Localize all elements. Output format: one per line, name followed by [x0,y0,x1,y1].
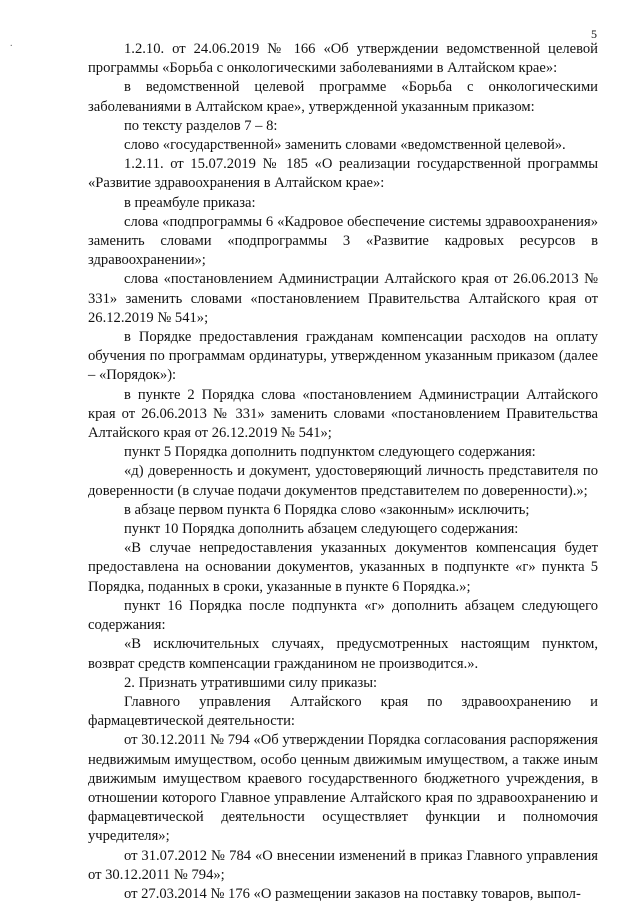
paragraph: Главного управления Алтайского края по здравоохранению и фармацевтической деятельности: [88,693,598,730]
paragraph: в абзаце первом пункта 6 Порядка слово «законным» исключить; [124,501,530,518]
paragraph: от 27.03.2014 № 176 «О размещении заказов на поставку товаров, выпол- [124,885,581,902]
paragraph: по тексту разделов 7 – 8: [124,117,278,134]
paragraph: слова «подпрограммы 6 «Кадровое обеспечение системы здравоохранения» заменить словами «подпрограммы 3 «Развитие кадровых ресурсов в здравоохранении»; [88,213,598,269]
paragraph: «В случае непредоставления указанных документов компенсация будет предоставлена на основании документов, указанных в подпункте «г» пункта 5 Порядка, поданных в сроки, указанные в пункте 6 Порядка.»; [88,540,598,595]
paragraph: 2. Признать утратившими силу приказы: [124,674,378,691]
paragraph: в пункте 2 Порядка слова «постановлением Администрации Алтайского края от 26.06.2013 № 331» заменить словами «постановлением Правительства Алтайского края от 26.12.2019 № 541»; [88,386,598,442]
paragraph: слова «постановлением Администрации Алтайского края от 26.06.2013 № 331» заменить словами «постановлением Правительства Алтайского края от 26.12.2019 № 541»; [88,271,598,326]
paragraph: пункт 5 Порядка дополнить подпунктом следующего содержания: [124,444,536,461]
paragraph: 1.2.11. от 15.07.2019 № 185 «О реализации государственной программы «Развитие здравоохранения в Алтайском крае»: [88,156,598,192]
page-number: 5 [591,27,597,41]
paragraph: от 31.07.2012 № 784 «О внесении изменений в приказ Главного управления от 30.12.2011 № 794»; [88,847,598,883]
paragraph: в ведомственной целевой программе «Борьба с онкологическими заболеваниями в Алтайском крае», утвержденной указанным приказом: [88,79,598,115]
paragraph: пункт 10 Порядка дополнить абзацем следующего содержания: [124,521,519,538]
paragraph: пункт 16 Порядка после подпункта «г» дополнить абзацем следующего содержания: [88,597,598,634]
margin-mark: . [10,38,13,49]
paragraph: «д) доверенность и документ, удостоверяющий личность представителя по доверенности (в случае подачи документов представителем по доверенности).»; [88,463,598,499]
paragraph: «В исключительных случаях, предусмотренных настоящим пунктом, возврат средств компенсации гражданином не производится.». [88,636,598,672]
paragraph: от 30.12.2011 № 794 «Об утверждении Порядка согласования распоряжения недвижимым имуществом, особо ценным движимым имуществом, а также иным движимым имуществом краевого государственного бюджетного учреждения, в отношении которого Главное управление Алтайского края по здравоохранению и фармацевтической деятельности осуществляет функции и полномочия учредителя»; [88,732,598,845]
paragraph: в Порядке предоставления гражданам компенсации расходов на оплату обучения по программам ординатуры, утвержденном указанным приказом (далее – «Порядок»): [88,329,598,384]
paragraph: в преамбуле приказа: [124,194,256,211]
document-body [88,40,598,904]
paragraph: слово «государственной» заменить словами «ведомственной целевой». [124,137,566,154]
paragraph: 1.2.10. от 24.06.2019 № 166 «Об утверждении ведомственной целевой программы «Борьба с онкологическими заболеваниями в Алтайском крае»: [88,41,598,77]
